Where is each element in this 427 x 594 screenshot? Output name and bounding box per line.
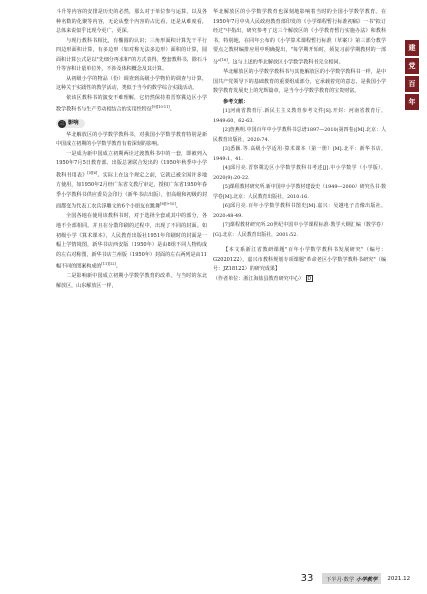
side-tab: 建 [405,40,419,56]
paragraph [56,150,207,213]
paragraph-text: 一是成为新中国成立初期两诠过渡教科书中的一套，即被列入1950年7月5日教育部、出版总署联合发出的《1950年秋季中小学教科书用表》 [56,150,207,179]
side-tabs [405,40,419,112]
reference-item: [2]詹燕明.中国百年中小学教科书总谱1897—2010(第四卷)[M].北京：人民教育出版社，2020:74. [213,127,386,143]
references-list [213,107,386,240]
reference-item: [4]邱月亮.晋察冀边区小学数学教科书考述[J].中小学数学（小学版），2020(9):20-22. [213,165,386,181]
paragraph: 从初级小学的物品（份）调查到高级小学物价的调查与计算，这种关于实践性的教学活动，类似于当今的数学综合实践活动。 [56,75,207,92]
punct: 。 [175,203,181,210]
paragraph: 与现行教科书相比，有椭圆的认识；三角形面积计算先干平行四边形面积计算，有多边形（如对称无法多边形）面积的计算，圆面积计算公式是以"先细分再求和"的方式表得。整套教科书，除石斗升等容积计量单位外，不涉及体积概念及其计算。 [56,37,208,73]
paragraph: 华北解放区的小学数学教科书，对我国小学数学教育特别是新中国成立初期的小学数学教育有着深刻的影响。 [56,131,207,148]
paragraph [56,212,207,272]
references-title: 参考文献： [223,98,249,105]
reference-item: [1]河南省教育厅.新民主主义教育参考文件[S].开封：河南省教育厅，1949:60，62-63. [213,108,386,124]
funding-note: 【本文系浙江省教研课题"百年小学数学教科书发展研究"（编号：G2020122），嘉兴市教科规划专项课题"革命老区小学数学教科书研究"（编号：JZ18122）的研究成果】 [213,247,386,273]
side-tab: 百 [405,76,419,92]
citation: [11][12] [101,262,116,267]
reference-item: [6]邱月亮.百年小学数学教科书图史[M].嘉兴：吴越电子音像出版社，2020:48-49. [213,203,386,219]
section-badge [56,119,85,128]
paragraph-text: 。实际上在这个规定之前，它就已被全国许多地方使用，如1950年2月经广东省文教厅审定，授权广东省1950年春季小学教科书供应委员会印行（新华书店出版），但高级和初级的封面都变为代表工农兵浮雕文的6个小朋友在跳舞 [56,172,208,210]
citation: [16] [220,57,228,62]
paragraph: 二是影响新中国成立初期小学数学教育的改革。与当时的东北解放区，山东解放区一样， [56,273,207,289]
page-footer [300,572,410,585]
paragraph [56,94,207,116]
citation: [5][6] [87,170,98,175]
issue-date: 2021.12 [387,575,411,582]
paragraph [213,8,386,68]
citation: [8][9-10] [160,202,176,207]
punct: 。 [115,263,121,270]
citation: [9][10-11] [151,105,170,110]
reference-item: [5]课程教材研究所.新中国中小学教材建设史（1949—2000）研究丛书·数学卷[M].北京：人民教育出版社，2010:16. [213,184,386,200]
section-title: 影响 [68,119,79,126]
paragraph: 华北解放区的小学数学教科书与其他解放区的小学数学教科书一样，是中国共产党领导下的基础教育的重要组成部分，它承载着党的意志，是我国小学数学教育发展史上的光辉篇章，是当今小学数学教育的宝贵财富。 [213,68,386,95]
side-tab: 党 [405,58,419,74]
author-affiliation [213,275,386,285]
paragraph-text: 。这与上述的华北解放区小学数学教科书完全相同。 [227,59,344,66]
author-text: （作者单位：浙江海盐县教育研究中心） [213,275,304,282]
end-mark: D [307,275,312,282]
section-number: 三 [59,120,65,127]
side-tab: 年 [405,94,419,110]
paragraph-text: 全国各地在使用该教科书时，对于选择全套或其中的部分，各地不全部相同。并且在分散印刷的过程中，出现了不同的封面。如初级小学《算术课本》，人民教育出版社1951年印刷时的封面是一幅上学情境图，新华书店西安版（1950年）是由8组不同人物构成的左右对称图，新华书店兰州版（1950年）封面的左右两列是由11幅不同的图案构成的 [56,213,207,270]
journal-bar [322,573,381,584]
magazine-name: 小学教学 [356,576,378,583]
paragraph-text: 依该区教科书的演变不难理解，它仍然保持着晋察冀边区小学数学教科书与生产劳动相结合的实用性特征 [56,94,207,114]
paragraph: 斗升等内容的安排是历史的必然，那么对于单位参与运算，以及各种名数的化聚等内容，无论从整个内容的占比看，还是从难度看，总体来说似乎比现今更广、更深。 [56,9,207,35]
reference-item: [7]课程教材研究所.20世纪中国中小学课程标准·教学大纲汇编（数学卷）[G].北京：人民教育出版社，2001:52. [213,222,386,238]
left-column [56,8,207,291]
issue-label: 下半月·数学 [326,576,355,583]
punct: 。 [169,107,175,114]
page-number: 33 [300,573,314,584]
reference-item: [3]悉颖.等.高级小学适用·算术课本（第一册）[M].北平：新华书店，1949:1，41. [213,146,386,162]
right-column [213,8,386,284]
section-heading [56,119,207,129]
paragraph-text: 华北解放区的小学数学教育也深刻地影响着当时的全国小学数学教育。在1950年7月中央人民政府教育部印发的《小学课程暂行标准初稿》一书"拟订经过"中指出，研究参考了这三个解放区的《小学教育暂行实施办法》和教科书，特别地，在同年公布的《小学算术课程暂行标准（草案）》第三部分教学要点之教材编排应用中明确提出，"每学期开始时，须复习前学期教材的一部分" [213,9,386,66]
